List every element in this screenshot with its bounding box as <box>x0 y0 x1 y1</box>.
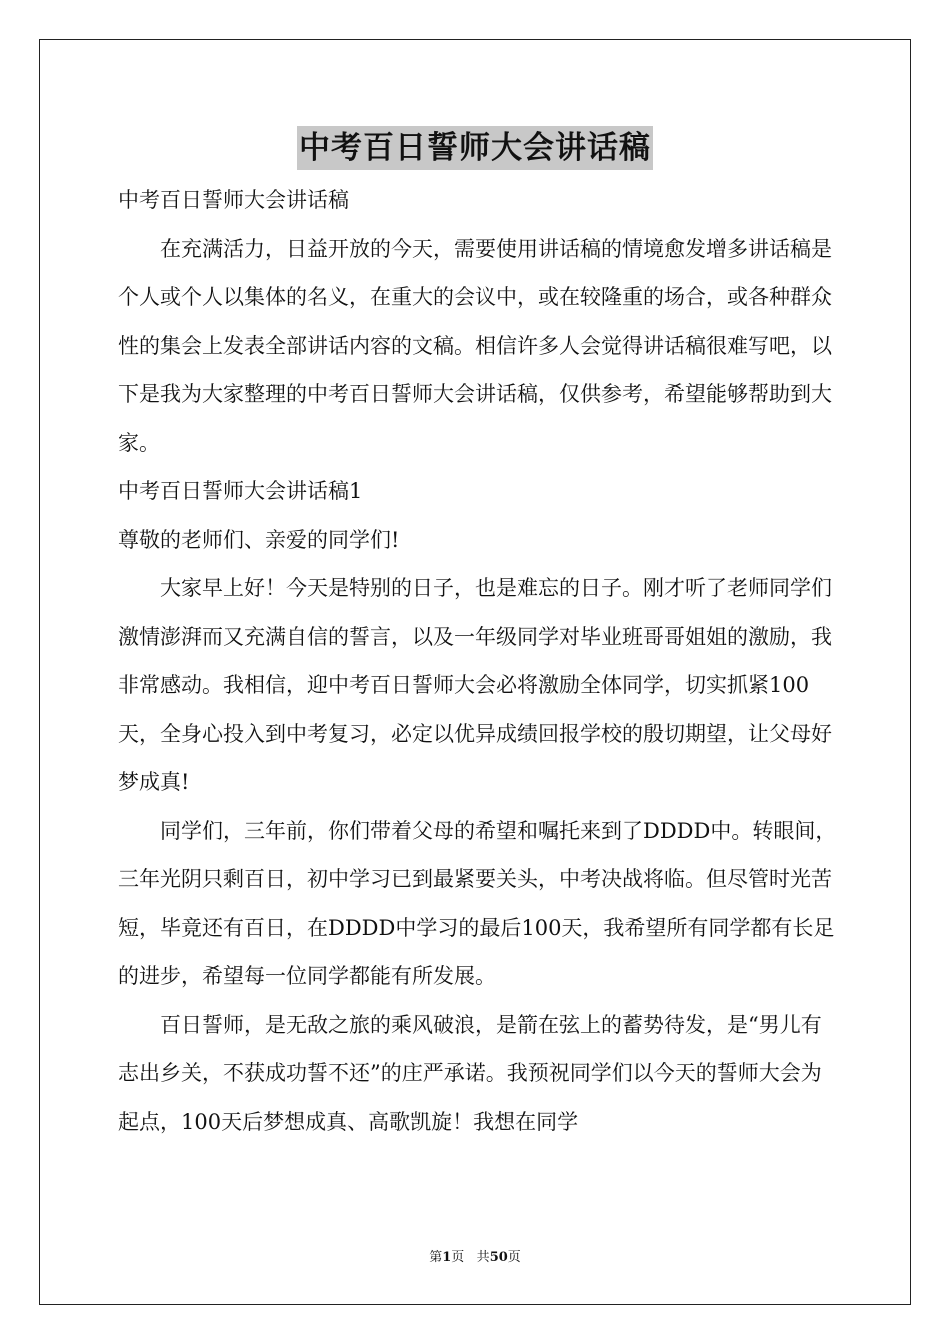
paragraph: 中考百日誓师大会讲话稿 <box>118 188 349 212</box>
footer-page-number: 1 <box>442 1250 452 1265</box>
paragraph: 百日誓师，是无敌之旅的乘风破浪，是箭在弦上的蓄势待发，是“男儿有志出乡关，不获成功誓不还”的庄严承诺。我预祝同学们以今天的誓师大会为起点，100天后梦想成真、高歌凯旋！我想在同学 <box>118 1012 822 1134</box>
footer-page-suffix: 页 <box>451 1250 465 1265</box>
document-title: 中考百日誓师大会讲话稿 <box>297 126 653 170</box>
paragraph: 同学们，三年前，你们带着父母的希望和嘱托来到了DDDD中。转眼间，三年光阴只剩百日，初中学习已到最紧要关头，中考决战将临。但尽管时光苦短，毕竟还有百日，在DDDD中学习的最后100天，我希望所有同学都有长足的进步，希望每一位同学都能有所发展。 <box>118 818 837 988</box>
paragraph: 中考百日誓师大会讲话稿1 <box>118 479 363 503</box>
paragraph: 在充满活力，日益开放的今天，需要使用讲话稿的情境愈发增多讲话稿是个人或个人以集体的名义，在重大的会议中，或在较隆重的场合，或各种群众性的集会上发表全部讲话内容的文稿。相信许多人会觉得讲话稿很难写吧，以下是我为大家整理的中考百日誓师大会讲话稿，仅供参考，希望能够帮助到大家。 <box>118 236 832 455</box>
title-container <box>0 126 950 170</box>
footer-prefix: 第 <box>429 1250 443 1265</box>
document-body <box>118 176 838 1146</box>
paragraph: 大家早上好！今天是特别的日子，也是难忘的日子。刚才听了老师同学们激情澎湃而又充满自信的誓言，以及一年级同学对毕业班哥哥姐姐的激励，我非常感动。我相信，迎中考百日誓师大会必将激励全体同学，切实抓紧100天，全身心投入到中考复习，必定以优异成绩回报学校的殷切期望，让父母好梦成真! <box>118 576 832 794</box>
paragraph: 尊敬的老师们、亲爱的同学们! <box>118 527 400 552</box>
footer-total-pages: 50 <box>489 1250 508 1265</box>
footer-total-suffix: 页 <box>507 1250 521 1265</box>
page-footer <box>0 1246 950 1265</box>
footer-total-prefix: 共 <box>476 1250 490 1265</box>
